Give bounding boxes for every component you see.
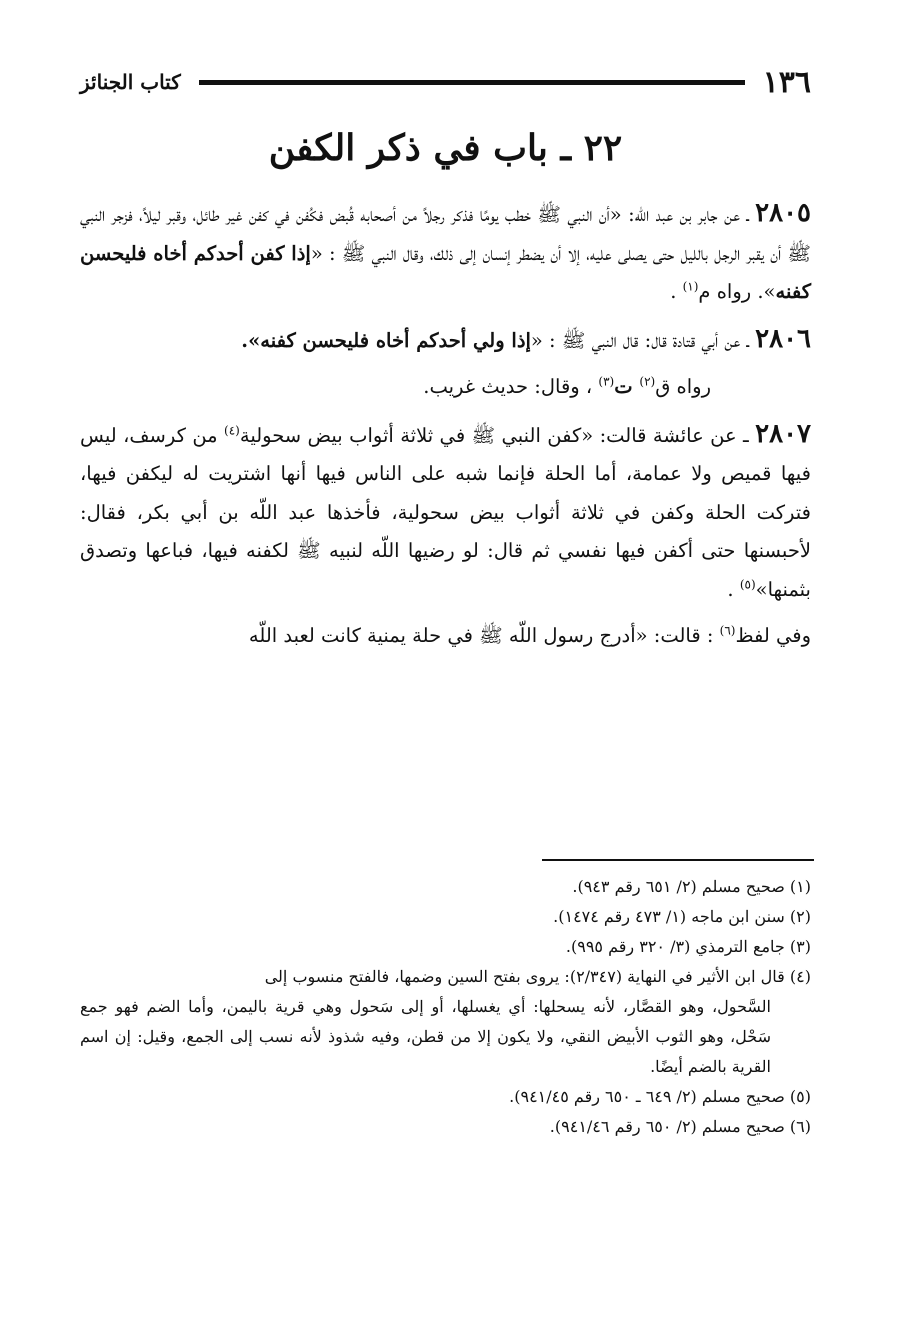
hadith-text-continued: من كرسف، ليس فيها قميص ولا عمامة، أما الحلة فإنما شبه على الناس فيها أنها اشتريت له ليكفن فيها، فتركت الحلة وكفن في ثلاثة أثواب بيض سحولية، فأخذها عبد اللّه بن أبي بكر، فقال: لأحبسنها حتى أكفن فيها نفسي ثم قال: لو رضيها اللّه لنبيه ﷺ لكفنه فيها، فباعها وتصدق بثمنها»	[80, 423, 811, 601]
footnote-text: قال ابن الأثير في النهاية (٢/٣٤٧): يروى بفتح السين وضمها، فالفتح منسوب إلى	[264, 967, 790, 986]
hadith-text: ـ عن أبي قتادة قال: قال النبي ﷺ : «	[530, 328, 749, 352]
hadith-number: ٢٨٠٦	[755, 323, 811, 354]
footnote-ref: (٢)	[639, 374, 656, 389]
header-rule	[199, 80, 745, 85]
footnote-rule	[542, 859, 814, 861]
footnote-number: (٢)	[789, 907, 811, 926]
chapter-title: ٢٢ ـ باب في ذكر الكفن	[268, 127, 623, 169]
footnote-ref: (١)	[682, 279, 699, 294]
footnote-text: صحيح مسلم (٢/ ٦٥١ رقم ٩٤٣).	[572, 877, 790, 896]
hadith-number: ٢٨٠٥	[755, 198, 812, 228]
footnote-text: صحيح مسلم (٢/ ٦٤٩ ـ ٦٥٠ رقم ٩٤١/٤٥).	[509, 1087, 790, 1106]
hadith-text: ـ عن جابر بن عبد اللّه: «أن النبي ﷺ خطب يومًا فذكر رجلاً من أصحابه قُبض فكُفن في كفن غير طائل، وقبر ليلاً، فزجر النبي ﷺ أن يقبر الرجل بالليل حتى يصلى عليه، إلا أن يضطر إنسان إلى ذلك، وقال النبي ﷺ :	[80, 203, 811, 265]
book-title: كتاب الجنائز	[80, 70, 181, 94]
hadith-tail: ». رواه م	[698, 280, 776, 303]
footnotes	[80, 872, 811, 1142]
hadith-variant	[80, 617, 811, 656]
footnote-text: جامع الترمذي (٣/ ٣٢٠ رقم ٩٩٥).	[565, 937, 790, 956]
footnote	[80, 872, 811, 902]
narration-comment: ، وقال: حديث غريب.	[423, 375, 599, 398]
footnote-text: صحيح مسلم (٢/ ٦٥٠ رقم ٩٤١/٤٦).	[549, 1117, 790, 1136]
footnote	[80, 962, 811, 992]
running-header	[80, 64, 811, 100]
footnote	[80, 902, 811, 932]
hadith-quote-open: «	[310, 241, 323, 265]
footnote-ref: (٥)	[739, 577, 756, 591]
variant-text-continued: : قالت: «أدرج رسول اللّه ﷺ في حلة يمنية كانت لعبد اللّه	[248, 624, 720, 647]
page-number: ١٣٦	[762, 64, 811, 100]
hadith-quote: إذا كفن أحدكم أخاه فليحسن كفنه	[80, 241, 811, 303]
narration-text: رواه ق	[655, 375, 711, 398]
footnote	[80, 932, 811, 962]
footnote-number: (١)	[789, 877, 811, 896]
footnote-text: سنن ابن ماجه (١/ ٤٧٣ رقم ١٤٧٤).	[553, 907, 790, 926]
footnote-number: (٥)	[789, 1087, 811, 1106]
footnote	[80, 1112, 811, 1142]
footnote-continuation: السَّحول، وهو القصَّار، لأنه يسحلها: أي يغسلها، أو إلى سَحول وهي قرية باليمن، وأما الضم فهو جمع سَحْل، وهو الثوب الأبيض النقي، ولا يكون إلا من قطن، وفيه شذوذ لأنه نسب إلى الجمع، وقيل: إن اسم القرية بالضم أيضًا.	[80, 997, 771, 1076]
footnote-number: (٦)	[789, 1117, 811, 1136]
narration-source: ت	[614, 375, 640, 398]
hadith-tail: ».	[241, 328, 261, 352]
hadith-end: .	[670, 280, 683, 303]
footnote	[80, 1082, 811, 1112]
hadith-2807	[80, 415, 811, 610]
footnote-number: (٣)	[789, 937, 811, 956]
footnote-ref: (٤)	[224, 423, 240, 437]
hadith-quote: إذا ولي أحدكم أخاه فليحسن كفنه	[260, 328, 531, 352]
hadith-number: ٢٨٠٧	[755, 418, 811, 449]
hadith-end: .	[727, 577, 740, 601]
footnote-number: (٤)	[789, 967, 811, 986]
hadith-text: ـ عن عائشة قالت: «كفن النبي ﷺ في ثلاثة أثواب بيض سحولية	[239, 423, 749, 447]
main-text	[80, 194, 811, 664]
narration-line	[80, 368, 811, 407]
variant-text: وفي لفظ	[735, 624, 811, 647]
hadith-2805	[80, 194, 811, 312]
footnote-ref: (٦)	[719, 623, 736, 638]
hadith-2806	[80, 320, 811, 361]
footnote-ref: (٣)	[598, 374, 615, 389]
